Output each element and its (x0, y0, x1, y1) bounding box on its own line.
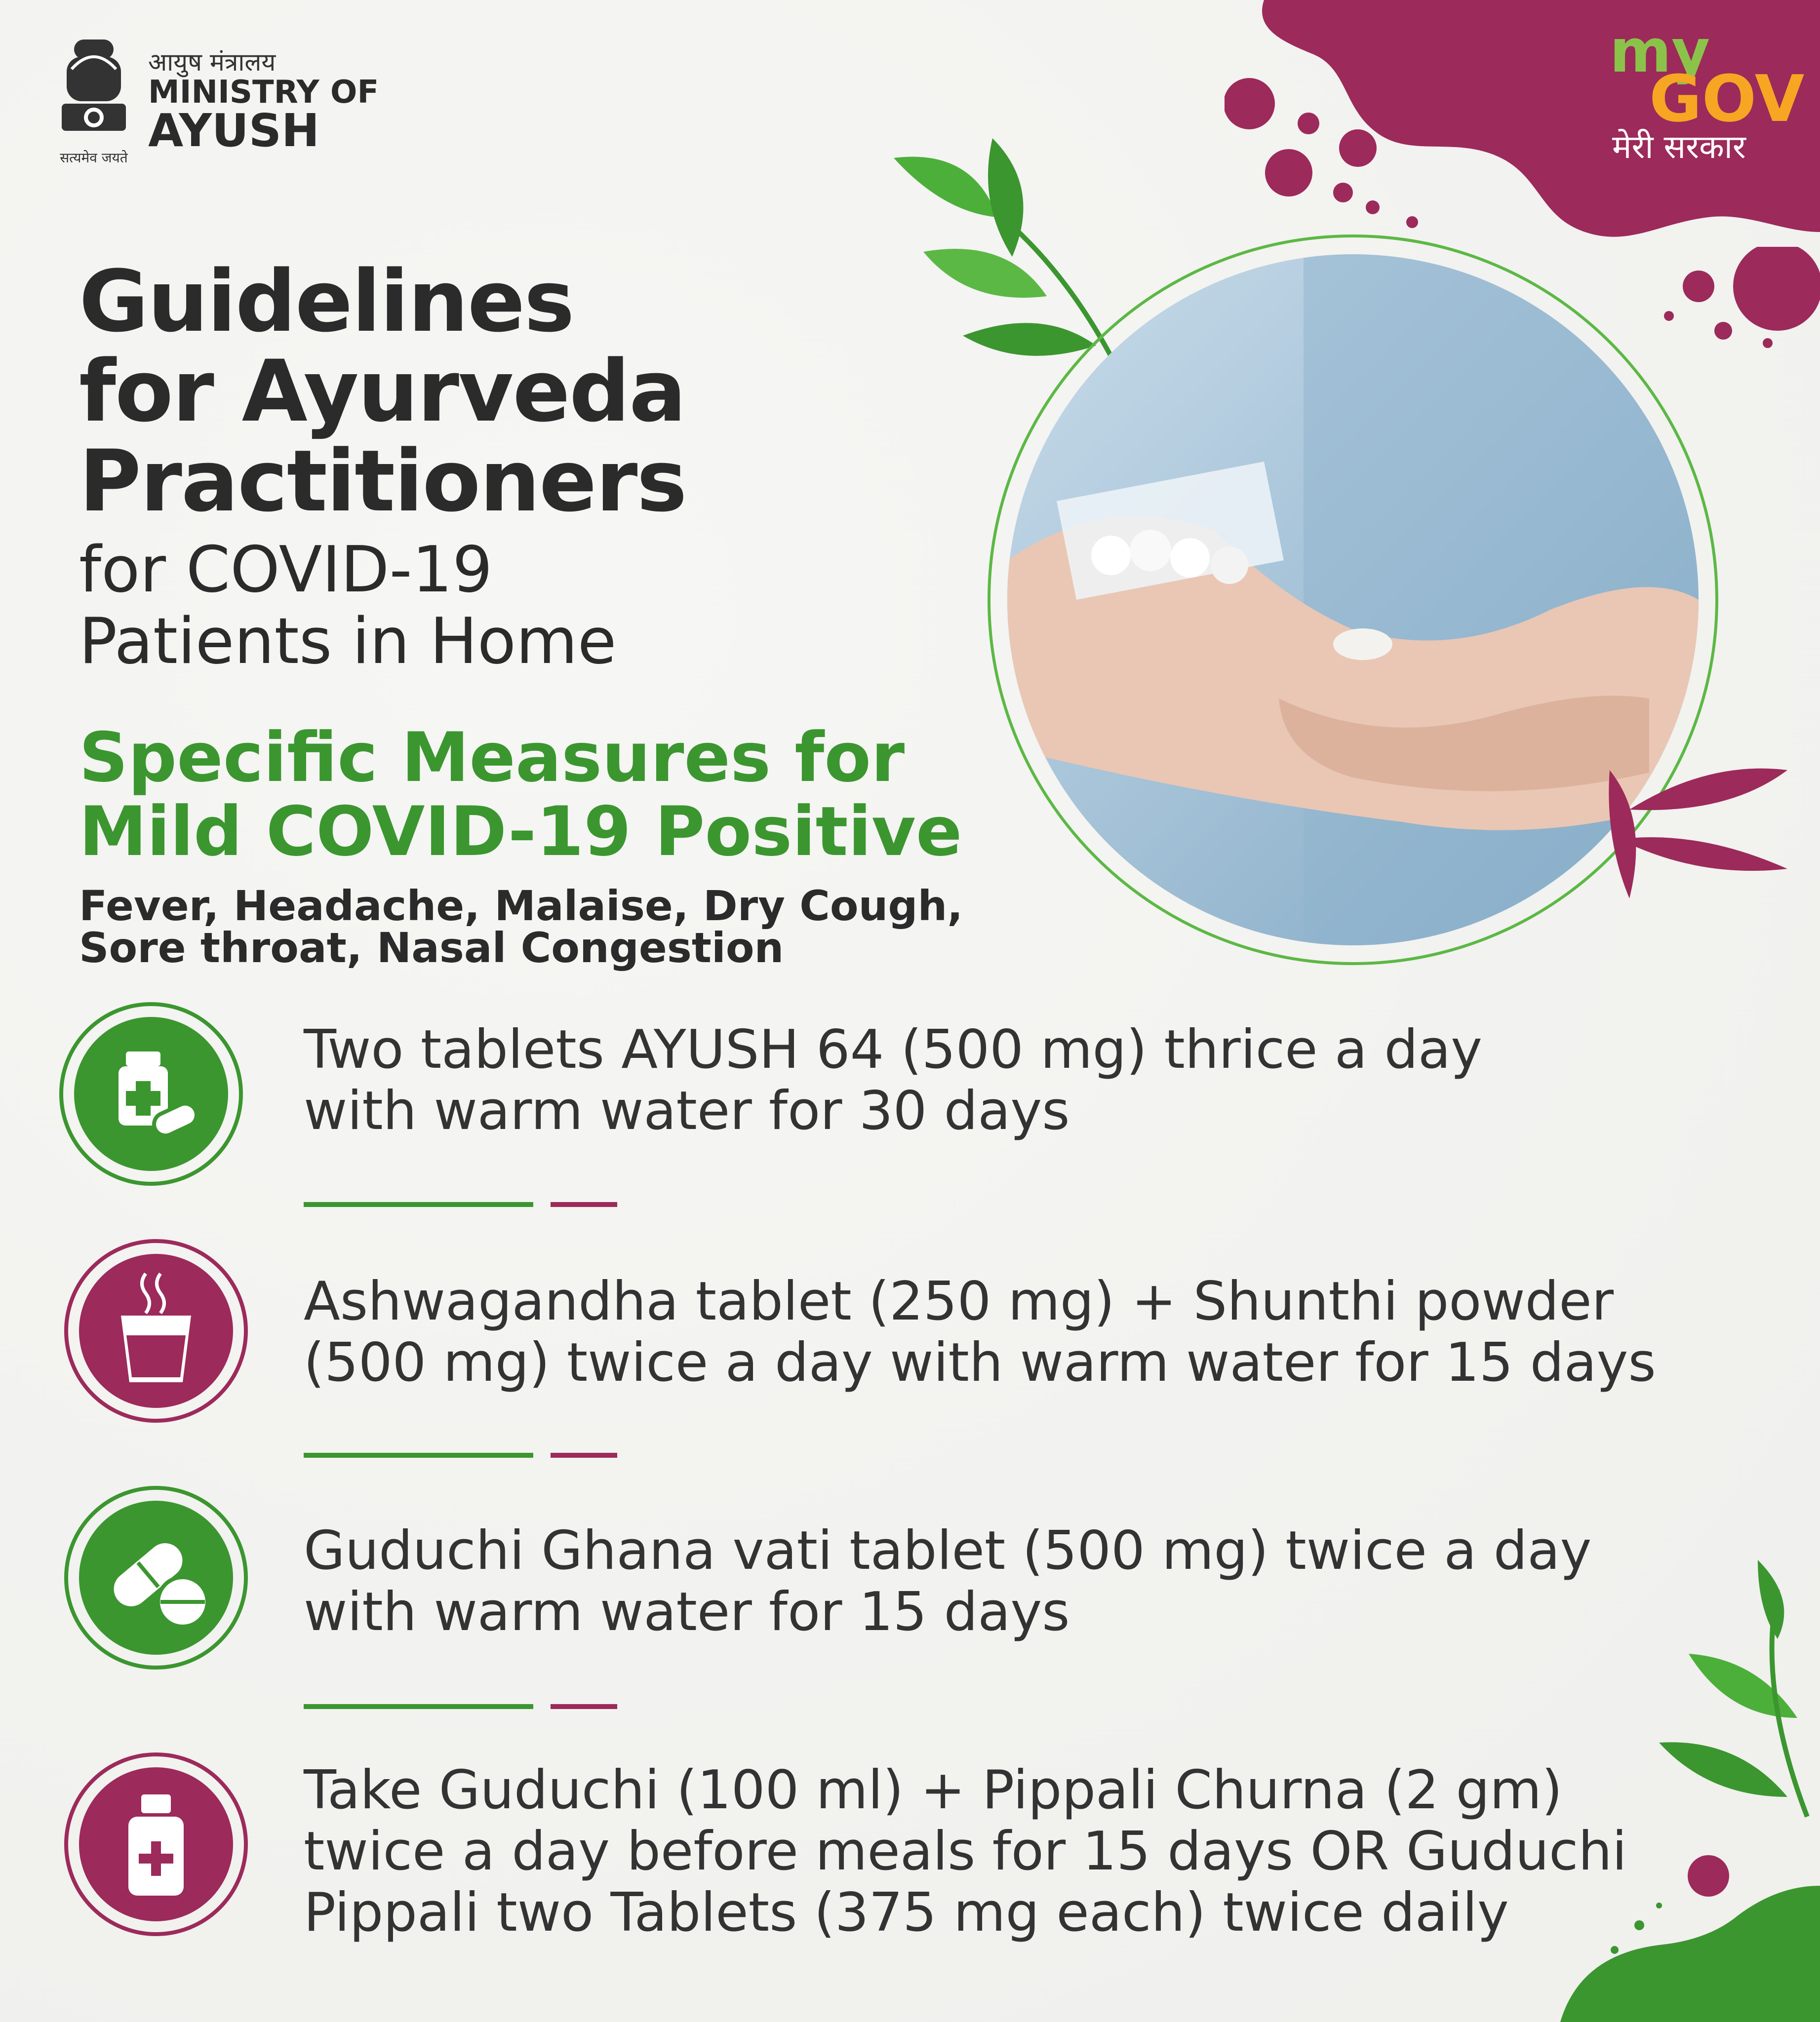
item1-line1: Two tablets AYUSH 64 (500 mg) thrice a day (304, 1019, 1483, 1081)
item2-line2: (500 mg) twice a day with warm water for 15 days (304, 1332, 1656, 1394)
mygov-logo-gov: GOV (1649, 61, 1805, 136)
separator-green (304, 1202, 533, 1207)
title-line3: Practitioners (79, 431, 686, 531)
item4-line2: twice a day before meals for 15 days OR Guduchi (304, 1821, 1627, 1882)
green-blob-decoration (1481, 1540, 1820, 2022)
item3-line2: with warm water for 15 days (304, 1581, 1070, 1643)
state-emblem-icon (52, 35, 136, 153)
separator-maroon (551, 1202, 617, 1207)
mygov-logo-my: my (1610, 17, 1710, 86)
title-sub1: for COVID-19 (79, 533, 493, 607)
symptoms-line1: Fever, Headache, Malaise, Dry Cough, (79, 882, 963, 930)
section-heading-line2: Mild COVID-19 Positive (79, 792, 962, 871)
ministry-hindi-text: आयुष मंत्रालय (148, 48, 276, 77)
capsule-tablet-icon (79, 1501, 233, 1655)
item1-text (304, 1019, 1736, 1142)
separator-green (304, 1704, 533, 1709)
item2-text (304, 1271, 1760, 1394)
ministry-line1: MINISTRY OF (148, 74, 379, 111)
ministry-line2: AYUSH (148, 104, 319, 157)
mygov-tagline: मेरी सरकार (1612, 128, 1746, 166)
separator-green (304, 1453, 533, 1458)
title-sub2: Patients in Home (79, 605, 617, 678)
item1-line2: with warm water for 30 days (304, 1080, 1070, 1142)
symptoms-line2: Sore throat, Nasal Congestion (79, 924, 784, 972)
section-heading-line1: Specific Measures for (79, 718, 905, 797)
hot-drink-cup-icon (79, 1254, 233, 1408)
item3-line1: Guduchi Ghana vati tablet (500 mg) twice a day (304, 1520, 1592, 1582)
hands-with-pills-photo (1007, 254, 1699, 945)
title-line2: for Ayurveda (79, 342, 686, 441)
medicine-bottle-pill-icon (74, 1017, 228, 1171)
separator-maroon (551, 1704, 617, 1709)
separator-maroon (551, 1453, 617, 1458)
item2-line1: Ashwagandha tablet (250 mg) + Shunthi powder (304, 1271, 1614, 1332)
emblem-motto: सत्यमेव जयते (60, 150, 128, 166)
syrup-bottle-icon (79, 1767, 233, 1921)
item4-line3: Pippali two Tablets (375 mg each) twice daily (304, 1882, 1509, 1944)
item4-line1: Take Guduchi (100 ml) + Pippali Churna (2 gm) (304, 1759, 1563, 1821)
maroon-leaves-decoration (1600, 740, 1807, 908)
title-line1: Guidelines (79, 252, 574, 351)
